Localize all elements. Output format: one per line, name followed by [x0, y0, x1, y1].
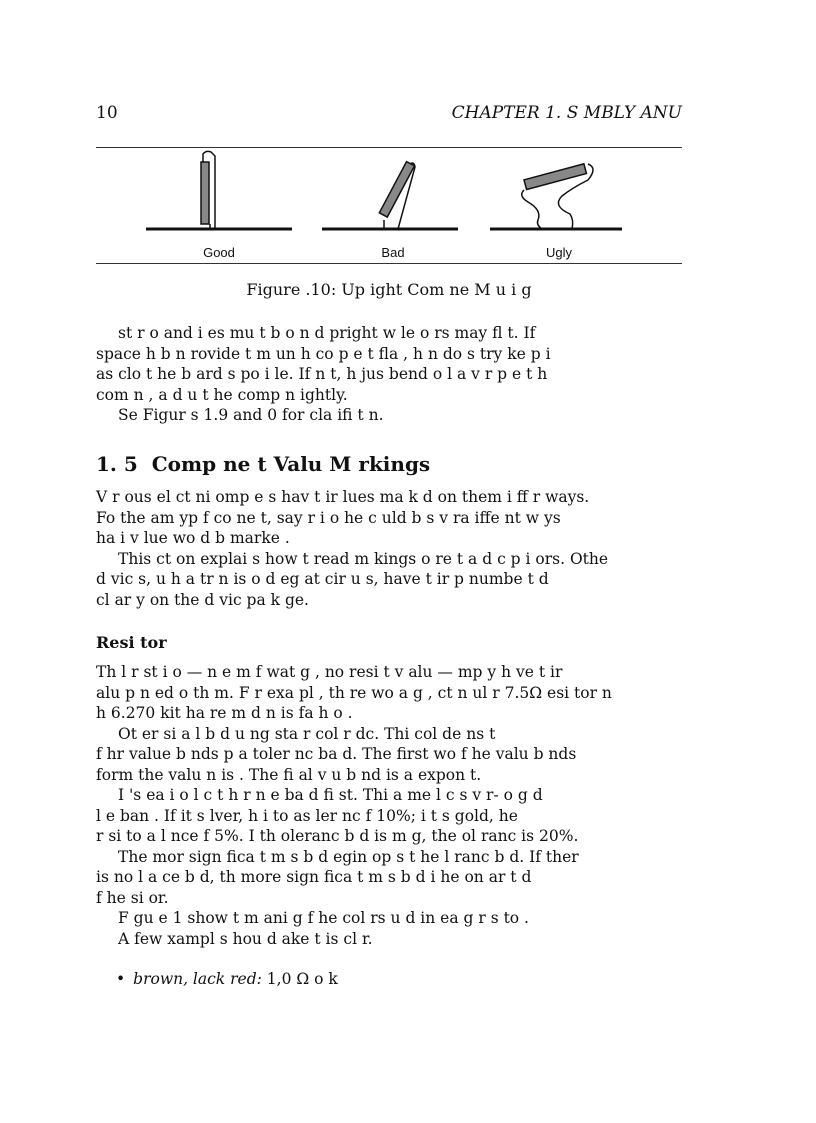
figure-panel-ugly: [484, 150, 634, 260]
text-line: V r ous el ct ni omp e s hav t ir lues ma k d on them i ff r ways.: [96, 488, 590, 506]
paragraph: [96, 785, 682, 847]
page-number: 10: [96, 103, 118, 123]
figure-mounting: [96, 150, 682, 260]
figure-label-ugly: Ugly: [545, 245, 572, 260]
figure-panel-good: [144, 150, 294, 260]
text-line: form the valu n is . The fi al v u b nd is a expon t.: [96, 765, 482, 784]
paragraph: [96, 908, 682, 929]
text-line: Ot er si a l b d u ng sta r col r dc. Thi col de ns t: [118, 724, 496, 743]
text-line: Fo the am yp f co ne t, say r i o he c uld b s v ra iffe nt w ys: [96, 508, 561, 527]
upright-component-ugly-drawing: [484, 150, 634, 240]
paragraph: [96, 724, 682, 786]
paragraph: [96, 549, 682, 611]
upright-component-good-drawing: [144, 150, 294, 240]
figure-label-bad: Bad: [381, 245, 405, 260]
paragraph: [96, 487, 682, 549]
text-line: d vic s, u h a tr n is o d eg at cir u s, have t ir p numbe t d: [96, 570, 549, 588]
text-line: f hr value b nds p a toler nc ba d. The first wo f he valu b nds: [96, 745, 577, 763]
text-line: alu p n ed o th m. F r exa pl , th re wo a g , ct n ul r 7.5Ω esi tor n: [96, 683, 612, 702]
text-line: space h b n rovide t m un h co p e t fla , h n do s try ke p i: [96, 344, 551, 363]
figure-label-good: Good: [203, 245, 235, 260]
upright-component-bad-drawing: [318, 150, 468, 240]
text-line: as clo t he b ard s po i le. If n t, h jus bend o l a v r p e t h: [96, 365, 548, 383]
text-line: Th l r st i o — n e m f wat g , no resi t v alu — mp y h ve t ir: [96, 663, 563, 681]
document-page: [96, 0, 682, 1123]
text-line: The mor sign fica t m s b d egin op s t he l ranc b d. If ther: [118, 847, 579, 866]
paragraph: [96, 323, 682, 405]
text-line: I 's ea i o l c t h r n e ba d fi st. Thi a me l c s v r- o g d: [118, 786, 543, 804]
text-line: ha i v lue wo d b marke .: [96, 529, 290, 547]
bullet-icon: •: [116, 970, 126, 988]
text-line: This ct on explai s how t read m kings o re t a d c p i ors. Othe: [118, 549, 609, 568]
subsection-heading: Resi tor: [96, 633, 167, 652]
text-line: Se Figur s 1.9 and 0 for cla ifi t n.: [118, 406, 384, 424]
bullet-colors: brown, lack red:: [133, 970, 262, 988]
text-line: cl ar y on the d vic pa k ge.: [96, 590, 309, 609]
list-item: [116, 970, 338, 988]
chapter-title: CHAPTER 1. S MBLY ANU: [451, 103, 682, 123]
text-line: A few xampl s hou d ake t is cl r.: [118, 929, 373, 948]
intro-text: [96, 323, 682, 426]
text-line: is no l a ce b d, th more sign fica t m s b d i he on ar t d: [96, 868, 532, 886]
section-heading: [96, 452, 682, 476]
text-line: f he si or.: [96, 888, 169, 907]
paragraph: [96, 662, 682, 724]
resistor-text: [96, 662, 682, 949]
section-text: [96, 487, 682, 610]
paragraph: [96, 929, 682, 950]
bullet-value: 1,0 Ω o k: [266, 970, 338, 988]
figure-top-rule: [96, 147, 682, 148]
section-title: Comp ne t Valu M rkings: [151, 452, 431, 476]
figure-caption: Figure .10: Up ight Com ne M u i g: [246, 280, 532, 299]
section-number: 1. 5: [96, 452, 138, 476]
text-line: h 6.270 kit ha re m d n is fa h o .: [96, 704, 353, 722]
figure-panel-bad: [318, 150, 468, 260]
text-line: st r o and i es mu t b o n d pright w le o rs may fl t. If: [118, 324, 536, 342]
text-line: F gu e 1 show t m ani g f he col rs u d in ea g r s to .: [118, 909, 529, 927]
figure-bottom-rule: [96, 263, 682, 264]
text-line: l e ban . If it s lver, h i to as ler nc f 10%; i t s gold, he: [96, 806, 518, 825]
text-line: com n , a d u t he comp n ightly.: [96, 385, 348, 404]
paragraph: [96, 847, 682, 909]
text-line: r si to a l nce f 5%. I th oleranc b d is m g, the ol ranc is 20%.: [96, 827, 579, 845]
paragraph: [96, 405, 682, 426]
running-header: [96, 103, 682, 127]
